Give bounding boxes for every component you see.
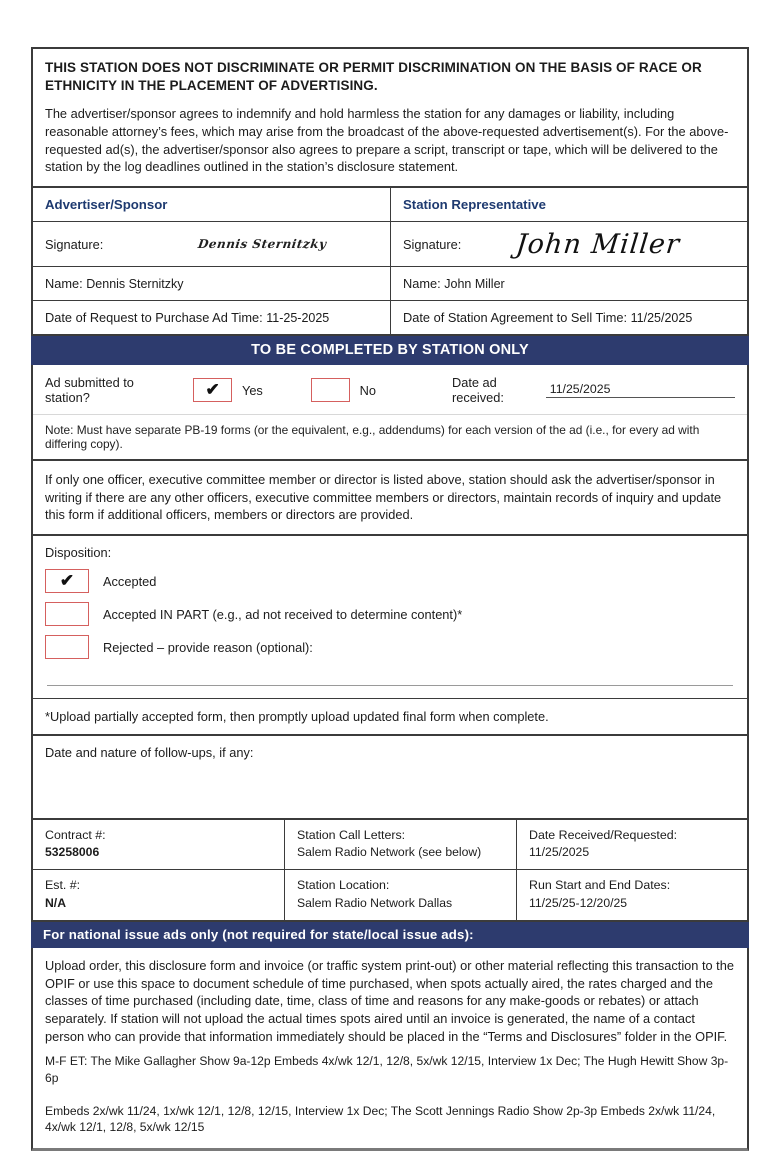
accepted-label: Accepted [103,573,157,589]
party-header-row [33,188,747,221]
station-call-letters-value: Salem Radio Network (see below) [297,845,482,860]
station-date-cell [390,301,747,334]
station-signature-handwriting: John Miller [514,228,682,260]
disposition-label: Disposition: [45,545,112,561]
disposition-section [31,536,749,736]
national-issue-body [33,948,747,1149]
advertiser-sponsor-header: Advertiser/Sponsor [45,197,168,213]
contract-number-cell [33,820,284,869]
ad-submitted-question: Ad submitted to station? [45,375,134,406]
officer-inquiry-section [31,461,749,536]
non-discrimination-statement: THIS STATION DOES NOT DISCRIMINATE OR PERMIT DISCRIMINATION ON THE BASIS OF RACE OR ETHNICITY IN THE PLACEMENT OF ADVERTISING. [45,60,702,94]
station-name-value: John Miller [444,277,505,292]
pb19-note: Note: Must have separate PB-19 forms (or the equivalent, e.g., addendums) for each version of the ad (i.e., for every ad with differing copy). [33,414,747,459]
contract-number-label: Contract #: [45,828,106,843]
name-row [33,266,747,300]
advertiser-signature-cell [33,222,390,266]
no-checkbox[interactable] [311,378,350,402]
station-call-letters-label: Station Call Letters: [297,828,406,843]
station-location-cell [284,870,516,919]
disposition-body [33,536,747,698]
accepted-in-part-label: Accepted IN PART (e.g., ad not received to determine content)* [103,606,463,622]
disposition-option-accepted-in-part [45,602,735,626]
request-date-value: 11-25-2025 [266,311,330,326]
station-name-label: Name: [403,276,441,292]
national-issue-banner: For national issue ads only (not required for state/local issue ads): [31,922,749,948]
est-number-cell [33,870,284,919]
upload-note: *Upload partially accepted form, then promptly upload updated final form when complete. [33,698,747,734]
contract-number-value: 53258006 [45,845,100,860]
officer-inquiry-paragraph: If only one officer, executive committee member or director is listed above, station should ask the advertiser/sponsor in writing if there are any other officers, executive committee members or directors, maintain records of inquiry and update this form if additional officers, members or directors are provided. [45,472,722,523]
station-location-value: Salem Radio Network Dallas [297,895,453,910]
signature-table [31,188,749,336]
opif-upload-paragraph: Upload order, this disclosure form and invoice (or traffic system print-out) or other material reflecting this transaction to the OPIF or use this space to document schedule of time purchased, when spots actually aired, the rates charged and the classes of time purchased (including date, time, class of time and reasons for any make-goods or rebates) or attach separately. If station will not upload the actual times spots aired until an invoice is generated, the name of a contact person who can provide that information immediately should be placed in the “Terms and Disclosures” folder in the OPIF. [45,957,734,1044]
request-date-label: Date of Request to Purchase Ad Time: [45,310,263,326]
rejected-checkbox[interactable] [45,635,89,659]
station-name-cell [390,267,747,300]
run-dates-cell [516,870,747,919]
ad-submitted-row [33,365,747,414]
advertiser-signature-handwriting: Dennis Sternitzky [197,237,328,252]
details-row-1 [33,820,747,869]
yes-label: Yes [241,382,263,398]
run-dates-value: 11/25/25-12/20/25 [529,895,628,910]
followups-label: Date and nature of follow-ups, if any: [45,745,254,761]
national-issue-section [31,948,749,1151]
run-dates-label: Run Start and End Dates: [529,878,671,893]
schedule-line-1: M-F ET: The Mike Gallagher Show 9a-12p Embeds 4x/wk 12/1, 12/8, 5x/wk 12/15, Interview 1x Dec; The Hugh Hewitt Show 3p-6p [45,1054,729,1085]
date-received-requested-cell [516,820,747,869]
yes-checkbox[interactable]: ✔ [193,378,232,402]
agreement-date-label: Date of Station Agreement to Sell Time: [403,310,628,326]
disposition-option-rejected [45,635,735,659]
advertiser-name-cell [33,267,390,300]
date-ad-received-label: Date ad received: [451,375,504,406]
signature-row [33,221,747,266]
date-received-requested-label: Date Received/Requested: [529,828,678,843]
date-ad-received-field[interactable]: 11/25/2025 [546,382,735,398]
advertiser-date-cell [33,301,390,334]
est-number-value: N/A [45,895,66,910]
agreement-date-value: 11/25/2025 [630,311,693,326]
est-number-label: Est. #: [45,878,81,893]
contract-details-table [31,820,749,922]
indemnify-paragraph: The advertiser/sponsor agrees to indemnify and hold harmless the station for any damages or liability, including reasonable attorney’s fees, which may arise from the broadcast of the above-requested advertisement(s). For the above-requested ad(s), the advertiser/sponsor also agrees to prepare a script, transcript or tape, which will be delivered to the station by the log deadlines outlined in the station’s disclosure statement. [45,106,729,175]
accepted-in-part-checkbox[interactable] [45,602,89,626]
details-row-2 [33,869,747,919]
date-row [33,300,747,334]
station-call-letters-cell [284,820,516,869]
advertiser-name-label: Name: [45,276,83,292]
ad-submitted-section [31,365,749,461]
disposition-option-accepted [45,569,735,593]
schedule-line-2: Embeds 2x/wk 11/24, 1x/wk 12/1, 12/8, 12/15, Interview 1x Dec; The Scott Jennings Radio Show 2p-3p Embeds 2x/wk 11/24, 4x/wk 12/1, 12/8, 5x/wk 12/15 [45,1103,716,1135]
station-location-label: Station Location: [297,878,390,893]
rejected-label: Rejected – provide reason (optional): [103,639,313,655]
station-representative-header: Station Representative [390,188,747,221]
advertiser-name-value: Dennis Sternitzky [86,277,184,292]
pb19-disclosure-form [31,47,749,1151]
station-signature-cell [390,222,747,266]
date-received-requested-value: 11/25/2025 [529,845,590,860]
advertiser-signature-label: Signature: [45,236,104,252]
station-only-banner: TO BE COMPLETED BY STATION ONLY [31,336,749,365]
rejection-reason-line[interactable] [47,685,733,686]
followups-section[interactable] [31,736,749,820]
non-discrimination-section [31,47,749,188]
accepted-checkbox[interactable]: ✔ [45,569,89,593]
station-signature-label: Signature: [403,236,462,252]
no-label: No [359,382,376,398]
